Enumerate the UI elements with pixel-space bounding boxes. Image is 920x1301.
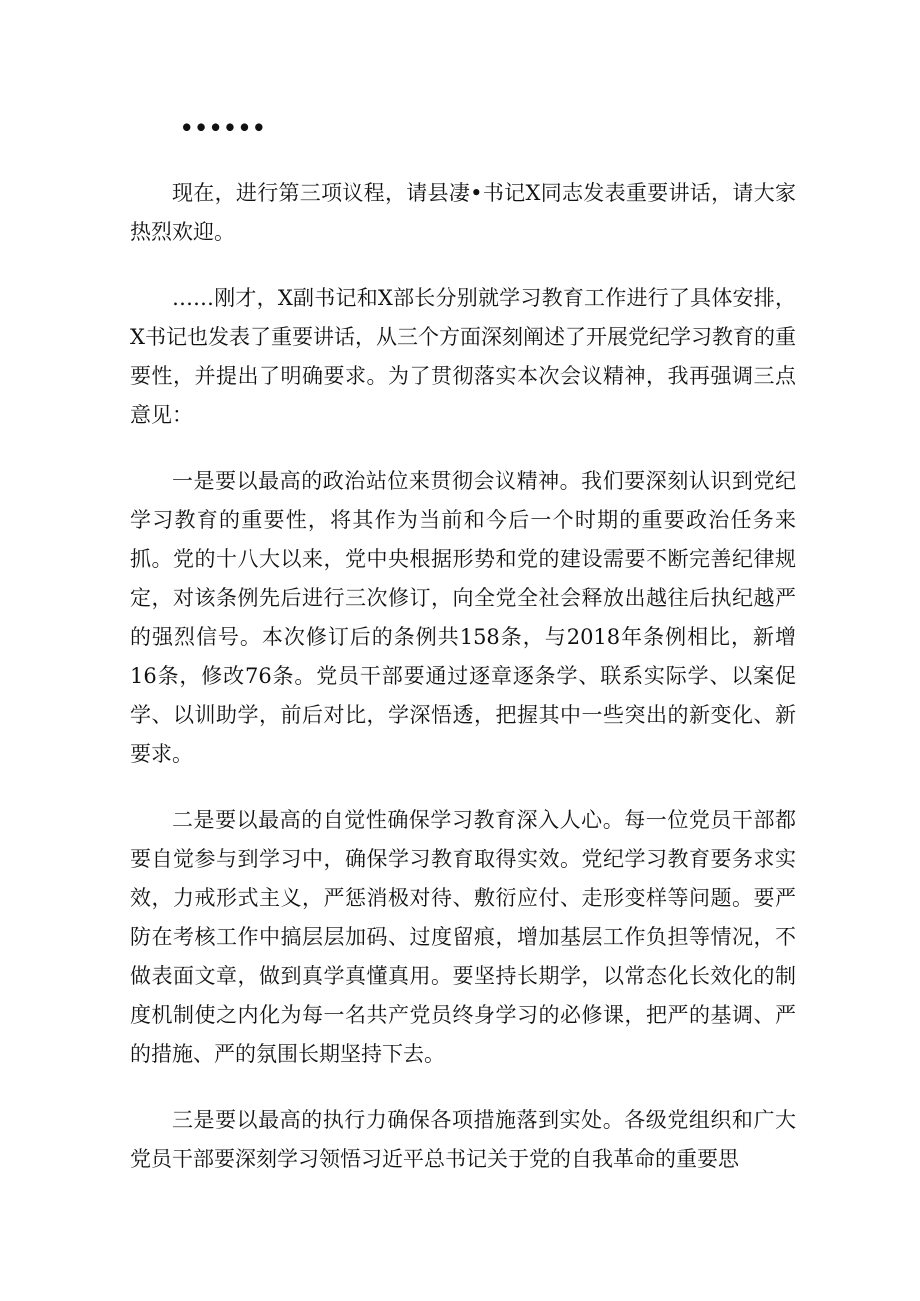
- paragraph-agenda: 现在，进行第三项议程，请县凄•书记X同志发表重要讲话，请大家热烈欢迎。: [130, 181, 796, 244]
- paragraph-point-two: 二是要以最高的自觉性确保学习教育深入人心。每一位党员干部都要自觉参与到学习中，确保学习教育取得实效。党纪学习教育要务求实效，力戒形式主义，严惩消极对待、敷衍应付、走形变样等问题。要严防在考核工作中搞层层加码、过度留痕，增加基层工作负担等情况，不做表面文章，做到真学真懂真用。要坚持长期学，以常态化长效化的制度机制使之内化为每一名共产党员终身学习的必修课，把严的基调、严的措施、严的氛围长期坚持下去。: [130, 808, 796, 1066]
- paragraph-point-one: 一是要以最高的政治站位来贯彻会议精神。我们要深刻认识到党纪学习教育的重要性，将其作为当前和今后一个时期的重要政治任务来抓。党的十八大以来，党中央根据形势和党的建设需要不断完善纪律规定，对该条例先后进行三次修订，向全党全社会释放出越往后执纪越严的强烈信号。本次修订后的条例共158条，与2018年条例相比，新增16条，修改76条。党员干部要通过逐章逐条学、联系实际学、以案促学、以训助学，前后对比，学深悟透，把握其中一些突出的新变化、新要求。: [130, 469, 796, 766]
- ellipsis-marker: ••••••: [180, 115, 267, 140]
- paragraph-point-three: 三是要以最高的执行力确保各项措施落到实处。各级党组织和广大党员干部要深刻学习领悟习近平总书记关于党的自我革命的重要思: [130, 1108, 796, 1171]
- paragraph-intro: ……刚才，X副书记和X部长分别就学习教育工作进行了具体安排，X书记也发表了重要讲话，从三个方面深刻阐述了开展党纪学习教育的重要性，并提出了明确要求。为了贯彻落实本次会议精神，我再强调三点意见：: [130, 286, 796, 427]
- document-body: [130, 108, 796, 1206]
